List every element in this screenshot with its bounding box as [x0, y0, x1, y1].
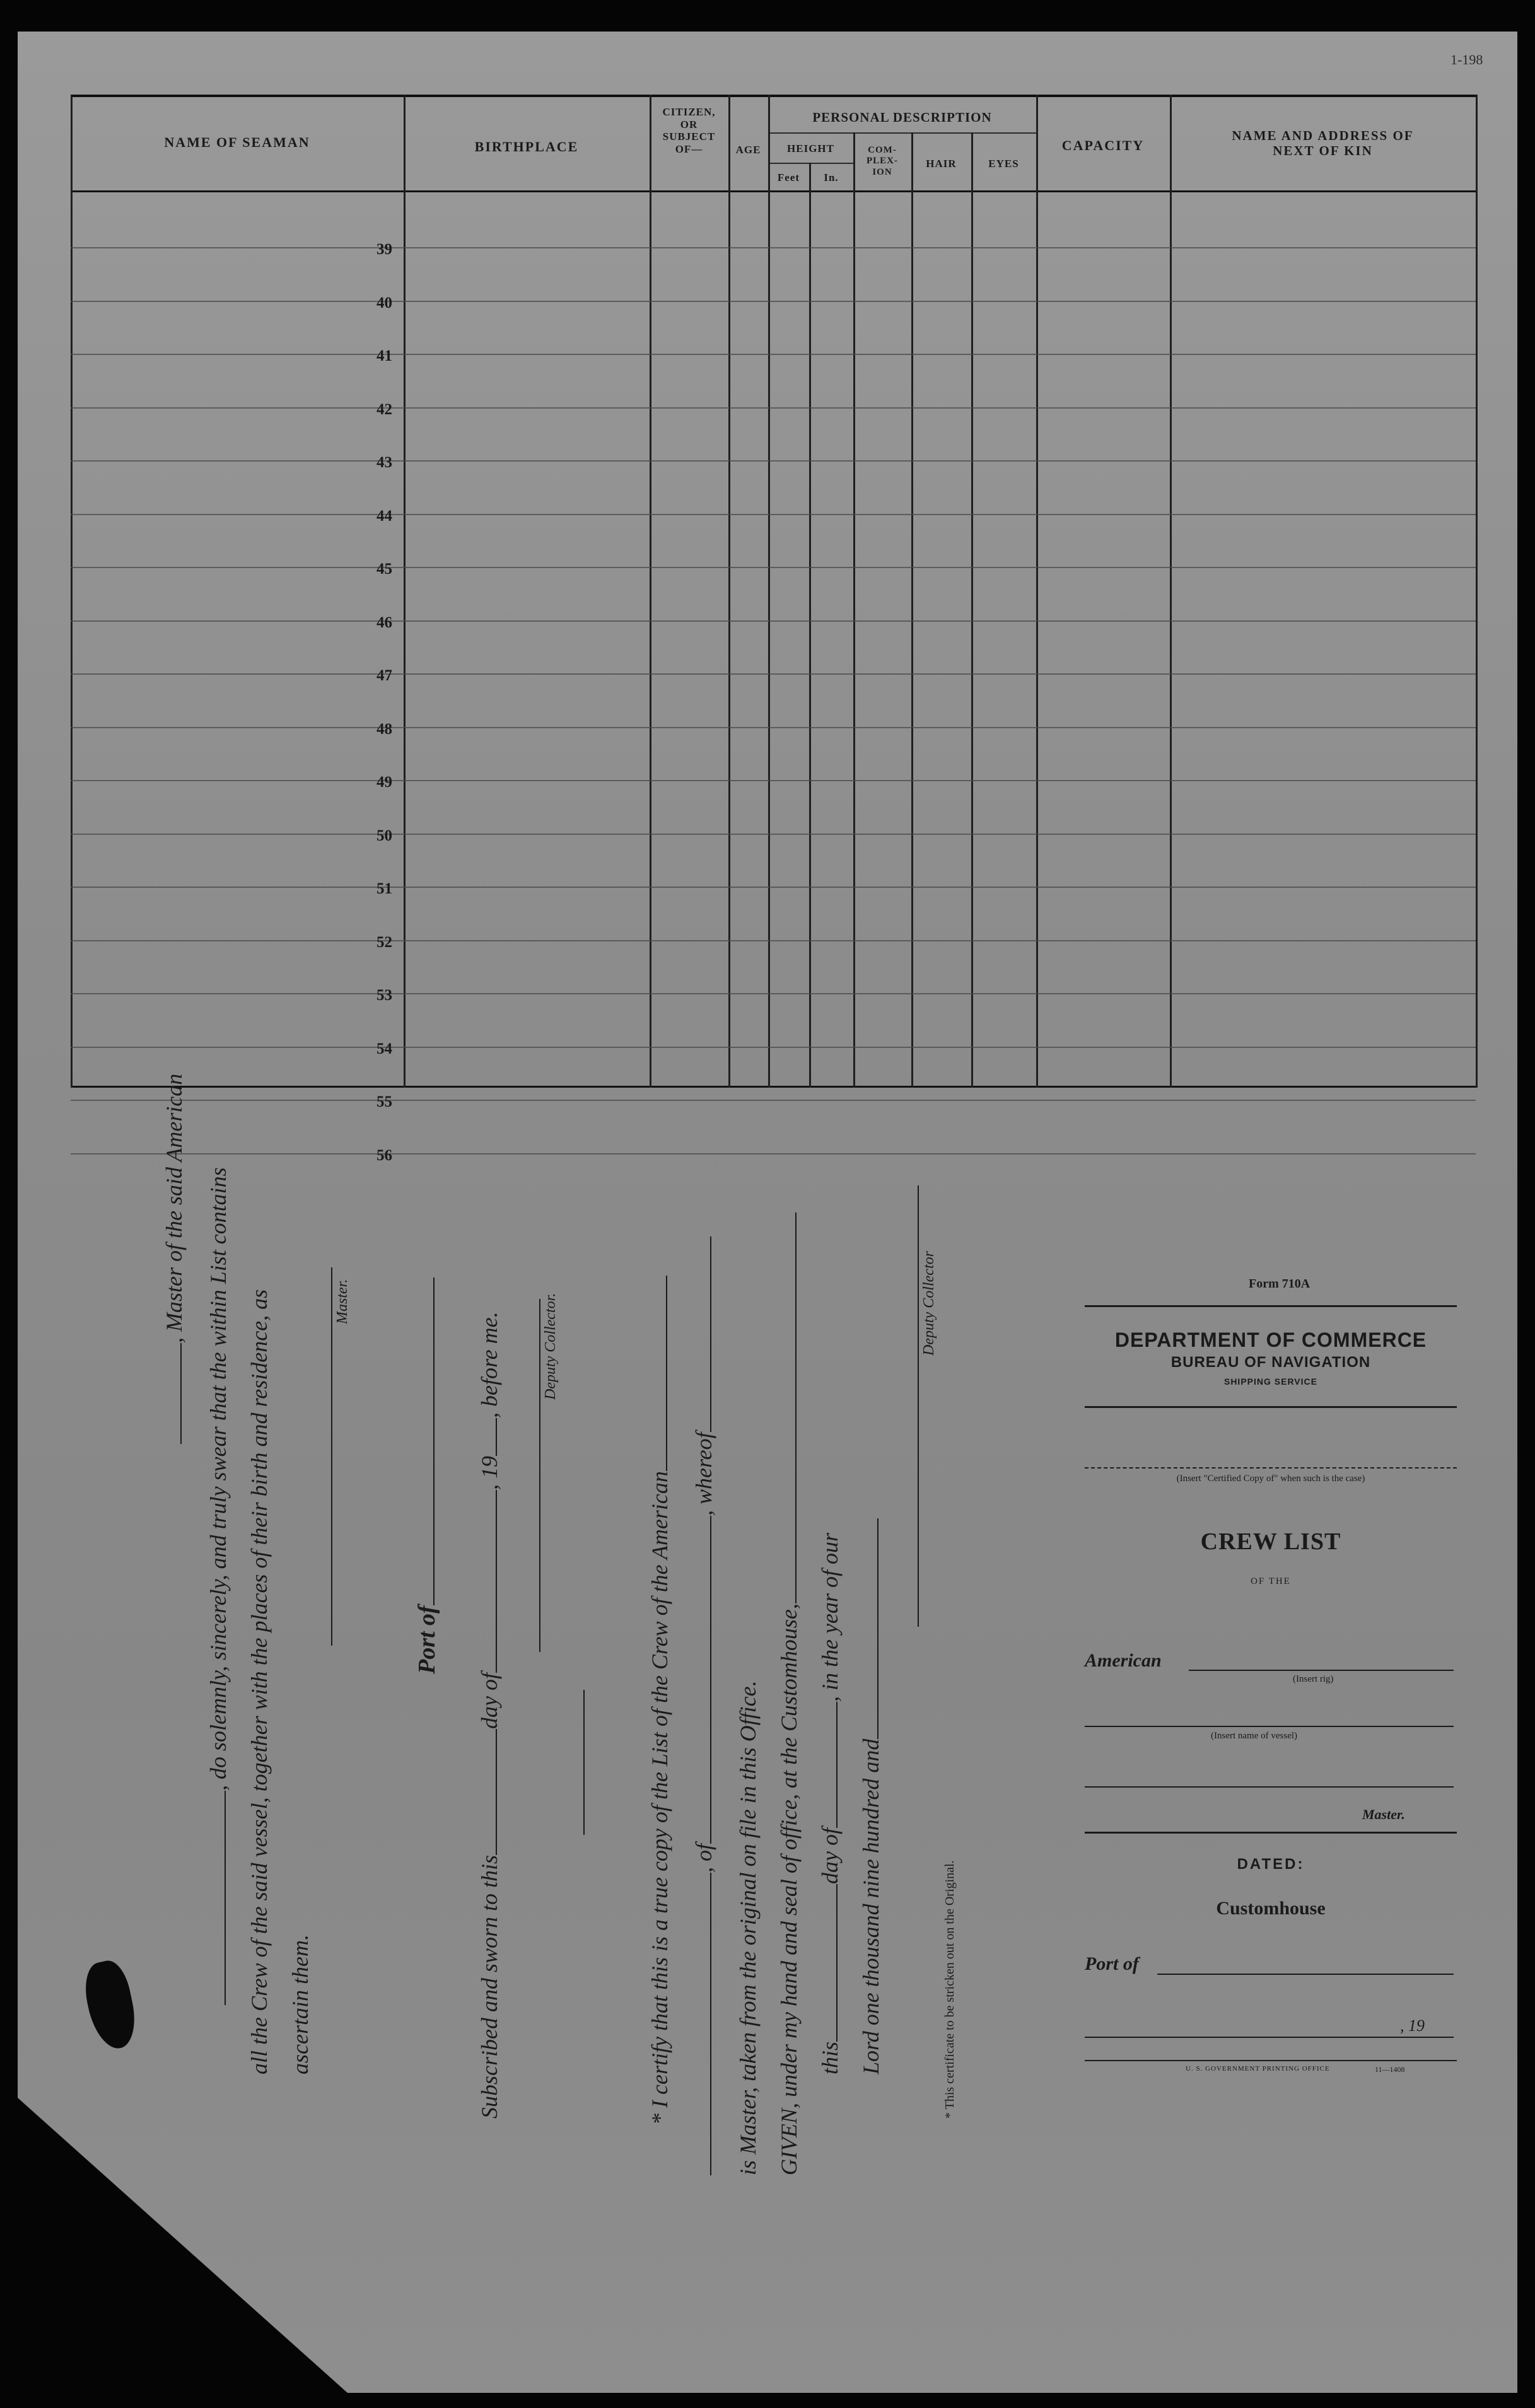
certify-line: [646, 1276, 673, 2125]
table-row-rule: [71, 834, 1476, 835]
header-citizen-line: OR: [680, 118, 698, 131]
oath-text: all the Crew of the said vessel, together with the places of their birth and residence, as: [247, 1289, 272, 2074]
before-me-text: , before me.: [477, 1312, 502, 1418]
header-birthplace: BIRTHPLACE: [474, 139, 579, 154]
col-line: [404, 95, 406, 1088]
document-page: [18, 32, 1517, 2393]
col-line: [71, 95, 73, 1088]
subscribed-line: [476, 1312, 503, 2119]
oath-line-4: [287, 1934, 313, 2074]
shipping-service: SHIPPING SERVICE: [1223, 1376, 1317, 1387]
table-row-rule: [71, 247, 1476, 248]
panel-master-label: Master.: [1362, 1806, 1405, 1822]
table-row-rule: [71, 407, 1476, 409]
header-citizen-line: CITIZEN,: [662, 106, 716, 118]
panel-lower-rule: [1085, 1832, 1457, 1834]
table-row-rule: [71, 301, 1476, 302]
table-row-rule: [71, 727, 1476, 728]
row-number: 40: [376, 294, 392, 311]
given-text: GIVEN, under my hand and seal of office, at the Customhouse,: [776, 1603, 802, 2175]
dated-label: DATED:: [1237, 1856, 1305, 1873]
certified-copy-line: [1085, 1467, 1457, 1469]
header-next-of-kin-line: NEXT OF KIN: [1273, 143, 1373, 159]
table-row-rule: [71, 993, 1476, 994]
row-number: 47: [376, 667, 392, 684]
form-number: Form 710A: [1249, 1277, 1310, 1291]
header-height: HEIGHT: [787, 143, 834, 154]
port-of-text: Port of: [414, 1605, 440, 1674]
col-line: [728, 95, 730, 1088]
oath-line-2: [205, 1167, 231, 2005]
col-line: [911, 132, 913, 1088]
header-name-of-seaman: NAME OF SEAMAN: [164, 134, 310, 150]
this-day-line: [817, 1533, 843, 2074]
certificate-footnote: * This certificate to be stricken out on the Original.: [943, 1860, 957, 2119]
panel-port-of-label: Port of: [1085, 1953, 1139, 1974]
panel-mid-rule: [1085, 1406, 1457, 1408]
row-number: 55: [376, 1093, 392, 1110]
row-number: 49: [376, 774, 392, 791]
row-number: 44: [376, 508, 392, 525]
row-number: 45: [376, 561, 392, 578]
deputy-signature-line-1: [539, 1299, 540, 1652]
table-top-rule: [71, 95, 1476, 97]
oath-text: , do solemnly, sincerely, and truly swear that the within List contains: [206, 1167, 231, 1791]
row-number: 56: [376, 1147, 392, 1164]
deputy-collector-label-2: Deputy Collector: [921, 1251, 937, 1356]
table-row-rule: [71, 780, 1476, 781]
section-divider: [583, 1690, 585, 1835]
height-rule: [769, 163, 855, 164]
day-of-text: day of: [477, 1672, 502, 1729]
header-next-of-kin: [1170, 128, 1476, 158]
header-hair: HAIR: [926, 158, 957, 170]
personal-desc-rule: [769, 132, 1037, 134]
row-number: 39: [376, 241, 392, 258]
col-line: [1170, 95, 1172, 1088]
col-line: [1476, 95, 1478, 1088]
of-whereof-line: [691, 1236, 717, 2175]
customhouse-label: Customhouse: [1216, 1898, 1326, 1919]
row-number: 54: [376, 1040, 392, 1057]
insert-vessel-hint: (Insert name of vessel): [1211, 1731, 1298, 1741]
header-citizen: [650, 106, 728, 155]
col-line: [650, 95, 651, 1088]
table-row-rule: [71, 460, 1476, 462]
header-complexion-line: COM-: [868, 145, 897, 155]
vessel-name-line: [1085, 1726, 1454, 1727]
deputy-collector-label-1: Deputy Collector.: [542, 1293, 559, 1400]
oath-line-1: [161, 1074, 187, 1444]
table-row-rule: [71, 354, 1476, 355]
header-capacity: CAPACITY: [1061, 137, 1145, 153]
panel-top-rule: [1085, 1305, 1457, 1307]
row-number: 51: [376, 880, 392, 897]
table-header-rule: [71, 190, 1476, 192]
table-row-rule: [71, 1100, 1476, 1101]
certify-text: * I certify that this is a true copy of the List of the Crew of the American: [647, 1471, 672, 2125]
row-number: 43: [376, 454, 392, 471]
insert-rig-hint: (Insert rig): [1293, 1674, 1334, 1684]
table-row-rule: [71, 1047, 1476, 1048]
port-line: [1157, 1974, 1454, 1975]
deputy-signature-line-2: [918, 1185, 919, 1627]
header-personal-description: PERSONAL DESCRIPTION: [812, 110, 992, 125]
table-row-rule: [71, 673, 1476, 675]
master-signature-line: [331, 1267, 332, 1646]
date-line: [1085, 2037, 1454, 2038]
bureau-title: BUREAU OF NAVIGATION: [1170, 1354, 1371, 1371]
header-inches: In.: [824, 172, 839, 183]
header-complexion-line: ION: [872, 166, 892, 177]
american-label: American: [1085, 1650, 1162, 1671]
panel-bottom-rule: [1085, 2060, 1457, 2061]
col-line: [853, 132, 855, 1088]
rig-line: [1189, 1670, 1454, 1671]
table-row-rule: [71, 514, 1476, 515]
department-title: DEPARTMENT OF COMMERCE: [1114, 1329, 1427, 1351]
certified-copy-hint: (Insert "Certified Copy of" when such is the case): [1176, 1474, 1365, 1484]
table-row-rule: [71, 1153, 1476, 1155]
is-master-line: [735, 1680, 761, 2175]
day-of-text-2: day of: [817, 1828, 843, 1884]
port-of-label: [413, 1277, 441, 1674]
row-number: 48: [376, 721, 392, 738]
oath-text: ascertain them.: [288, 1934, 313, 2074]
col-line: [768, 95, 770, 1088]
printing-office-imprint: U. S. GOVERNMENT PRINTING OFFICE: [1186, 2065, 1330, 2073]
header-eyes: EYES: [988, 158, 1019, 170]
table-row-rule: [71, 940, 1476, 941]
oath-text: , Master of the said American: [161, 1073, 187, 1343]
header-complexion-line: PLEX-: [867, 156, 898, 166]
row-number: 42: [376, 401, 392, 418]
table-row-rule: [71, 887, 1476, 888]
header-next-of-kin-line: NAME AND ADDRESS OF: [1232, 128, 1414, 143]
top-form-number: 1-198: [1450, 52, 1483, 67]
panel-year-label: , 19: [1400, 2016, 1425, 2035]
header-feet: Feet: [777, 172, 800, 183]
lord-text: Lord one thousand nine hundred and: [858, 1738, 884, 2074]
subscribed-text: Subscribed and sworn to this: [477, 1854, 502, 2119]
this-text: this: [817, 2041, 843, 2074]
is-master-text: is Master, taken from the original on file in this Office.: [735, 1680, 761, 2175]
of-the-label: OF THE: [1251, 1576, 1291, 1586]
master-label: Master.: [334, 1279, 351, 1324]
of-text: , of: [691, 1843, 716, 1873]
row-number: 41: [376, 347, 392, 364]
lord-line: [858, 1518, 884, 2074]
in-year-text: , in the year of our: [817, 1533, 843, 1702]
header-age: AGE: [735, 144, 761, 156]
print-form-number: 11—1408: [1375, 2065, 1405, 2074]
header-citizen-line: SUBJECT: [662, 131, 716, 143]
header-complexion: [853, 145, 911, 178]
header-citizen-line: OF—: [675, 143, 703, 155]
row-number: 50: [376, 827, 392, 844]
whereof-text: , whereof: [691, 1432, 716, 1516]
row-number: 46: [376, 614, 392, 631]
oath-line-3: [246, 1289, 272, 2074]
table-bottom-rule: [71, 1086, 1476, 1088]
table-row-rule: [71, 567, 1476, 568]
master-name-line: [1085, 1786, 1454, 1788]
table-row-rule: [71, 620, 1476, 622]
crew-list-title: CREW LIST: [1200, 1528, 1341, 1555]
given-line: [776, 1213, 802, 2175]
nineteen-text: , 19: [477, 1455, 502, 1490]
col-line: [971, 132, 973, 1088]
row-number: 52: [376, 934, 392, 951]
col-line: [1036, 95, 1038, 1088]
row-number: 53: [376, 987, 392, 1004]
